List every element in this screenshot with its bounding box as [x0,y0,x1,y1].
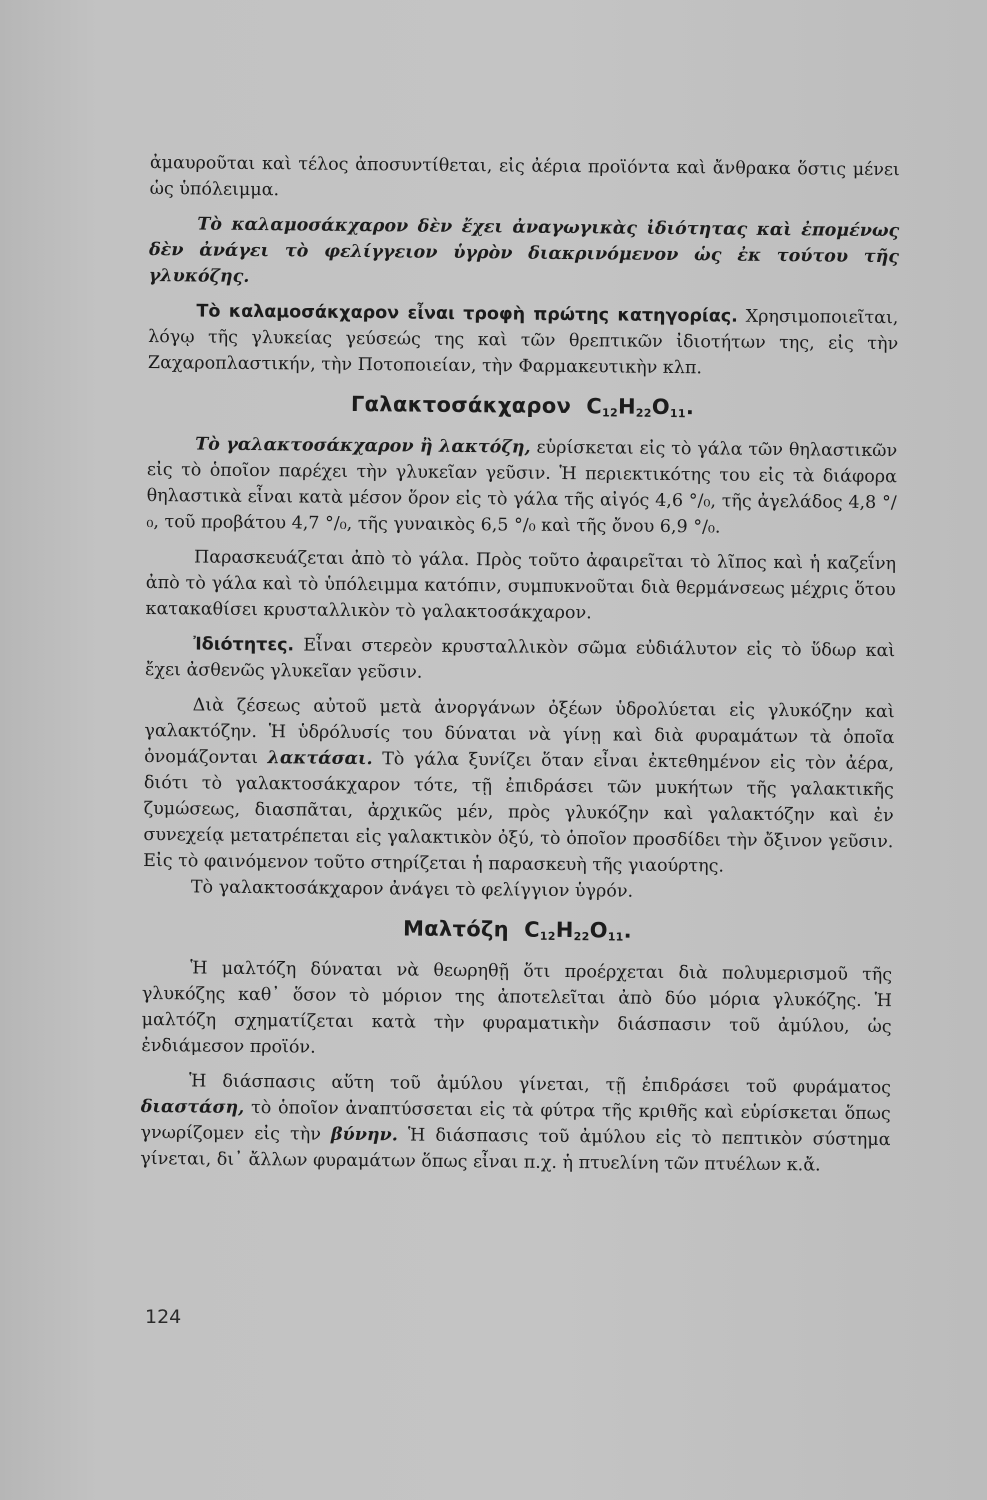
formula-o: O [589,918,608,943]
paragraph-lactose-hydrolysis [143,692,895,881]
formula-c: C [586,394,603,419]
paragraph-sucrose-use [148,298,899,383]
paragraph-maltose-starch [140,1068,891,1179]
sucrose-food-statement: Τὸ καλαμοσάκχαρον εἶναι τροφὴ πρώτης κατηγορίας. [196,301,738,327]
starch-text-b: τὸ ὁποῖον ἀναπτύσσεται εἰς τὰ φύτρα τῆς κριθῆς καὶ εὑρίσκεται ὅπως γνωρίζομεν εἰς τὴν [140,1098,891,1145]
paragraph-lactose-fehling: Τὸ γαλακτοσάκχαρον ἀνάγει τὸ φελίγγιον ὑγρόν. [190,877,634,902]
lactose-term: Τὸ γαλακτοσάκχαρον ἢ λακτόζη, [195,434,531,458]
heading-lactose [147,389,897,429]
formula-h: H [555,917,574,943]
heading-maltose [142,913,892,953]
page-body [140,150,900,1179]
formula-o-count: 11 [669,407,686,421]
formula-end: . [685,395,695,420]
hydrolysis-text-b: Τὸ γάλα ξυνίζει ὅταν εἶναι ἐκτεθημένον εἰς τὸν ἀέρα, διότι τὸ γαλακτοσάκχαρον τότε, τῇ ἐπιδράσει τῶν μυκήτων τῆς γαλακτικῆς ζυμώσεως, διασπᾶται, ἀρχικῶς μέν, πρὸς γλυκόζην καὶ γαλακτόζην καὶ ἐν συνεχείᾳ μετατρέπεται εἰς γαλακτικὸν ὀξύ, τὸ ὁποῖον προσδίδει τὴν ὄξινον γεῦσιν. Εἰς τὸ φαινόμενον τοῦτο στηρίζεται ἡ παρασκευὴ τῆς γιαούρτης. [143,749,895,877]
page-number: 124 [145,1306,182,1328]
formula-o: O [651,394,671,420]
paragraph-lactose-intro [146,431,897,542]
heading-maltose-name: Μαλτόζη [402,916,510,942]
paragraph-lactose-properties [145,631,895,690]
formula-h: H [617,394,637,419]
diastase-term: διαστάση, [140,1096,245,1118]
formula-h-count: 22 [573,930,590,944]
formula-c-count: 12 [601,406,619,420]
starch-text-a: Ἡ διάσπασις αὕτη τοῦ ἀμύλου γίνεται, τῇ ἐπιδράσει τοῦ φυράματος [188,1071,892,1099]
hydrolysis-text-a: Διὰ ζέσεως αὐτοῦ μετὰ ἀνοργάνων ὀξέων ὑδρολύεται εἰς γλυκόζην καὶ γαλακτόζην. Ἡ ὑδρόλυσίς του δύναται νὰ γίνῃ καὶ διὰ φυραμάτων τὰ ὁποῖα ὀνομάζονται [144,695,895,769]
properties-label: Ἰδιότητες. [193,634,295,656]
starch-text-c: Ἡ διάσπασις τοῦ ἀμύλου εἰς τὸ πεπτικὸν σύστημα γίνεται, δι᾿ ἄλλων φυραμάτων ὅπως εἶναι π.χ. ἡ πτυελίνη τῶν πτυέλων κ.ἄ. [140,1125,891,1176]
paragraph-sucrose-reduction: Τὸ καλαμοσάκχαρον δὲν ἔχει ἀναγωγικὰς ἰδιότητας καὶ ἐπομένως δὲν ἀνάγει τὸ φελίγγειον ὑγρὸν διακρινόμενον ὡς ἐκ τούτου τῆς γλυκόζης. [148,214,900,287]
formula-o-count: 11 [607,930,624,944]
lactase-term: λακτάσαι. [267,748,373,770]
formula-c-count: 12 [539,929,556,943]
heading-lactose-name: Γαλακτοσάκχαρον [350,391,572,419]
formula-end: . [623,918,633,943]
paragraph-lactose-preparation: Παρασκευάζεται ἀπὸ τὸ γάλα. Πρὸς τοῦτο ἀφαιρεῖται τὸ λῖπος καὶ ἡ καζεΐνη ἀπὸ τὸ γάλα καὶ τὸ ὑπόλειμμα κατόπιν, συμπυκνοῦται διὰ θερμάνσεως μέχρις ὅτου κατακαθίσει κρυσταλλικὸν τὸ γαλακτοσάκχαρον. [145,547,897,624]
lactose-intro-text: εὑρίσκεται εἰς τὸ γάλα τῶν θηλαστικῶν εἰς τὸ ὁποῖον παρέχει τὴν γλυκεῖαν γεῦσιν. Ἡ περιεκτικότης του εἰς τὰ διάφορα θηλαστικὰ εἶναι κατὰ μέσον ὅρον εἰς τὸ γάλα τῆς αἰγός 4,6 °/₀, τῆς ἀγελάδος 4,8 °/₀, τοῦ προβάτου 4,7 °/₀, τῆς γυναικὸς 6,5 °/₀ καὶ τῆς ὄνου 6,9 °/₀. [146,437,898,538]
formula-h-count: 22 [635,406,652,420]
formula-c: C [524,917,541,942]
paragraph-continued: ἀμαυροῦται καὶ τέλος ἀποσυντίθεται, εἰς ἀέρια προϊόντα καὶ ἄνθρακα ὅστις μένει ὡς ὑπόλειμμα. [149,152,900,201]
properties-text: Εἶναι στερεὸν κρυσταλλικὸν σῶμα εὐδιάλυτον εἰς τὸ ὕδωρ καὶ ἔχει ἀσθενῶς γλυκεῖαν γεῦσιν. [144,635,896,683]
paragraph-maltose-intro: Ἡ μαλτόζη δύναται νὰ θεωρηθῇ ὅτι προέρχεται διὰ πολυμερισμοῦ τῆς γλυκόζης καθ᾿ ὅσον τὸ μόριον της ἀποτελεῖται ἀπὸ δύο μόρια γλυκόζης. Ἡ μαλτόζη σχηματίζεται κατὰ τὴν φυραματικὴν διάσπασιν τοῦ ἀμύλου, ὡς ἐνδιάμεσον προϊόν. [141,958,893,1058]
sucrose-use-text: Χρησιμοποιεῖται, λόγῳ τῆς γλυκείας γεύσεώς της καὶ τῶν θρεπτικῶν ἰδιοτήτων της, εἰς τὴν Ζαχαροπλαστικήν, τὴν Ποτοποιείαν, τὴν Φαρμακευτικὴν κλπ. [147,306,899,379]
malt-term: βύνην. [330,1124,398,1146]
